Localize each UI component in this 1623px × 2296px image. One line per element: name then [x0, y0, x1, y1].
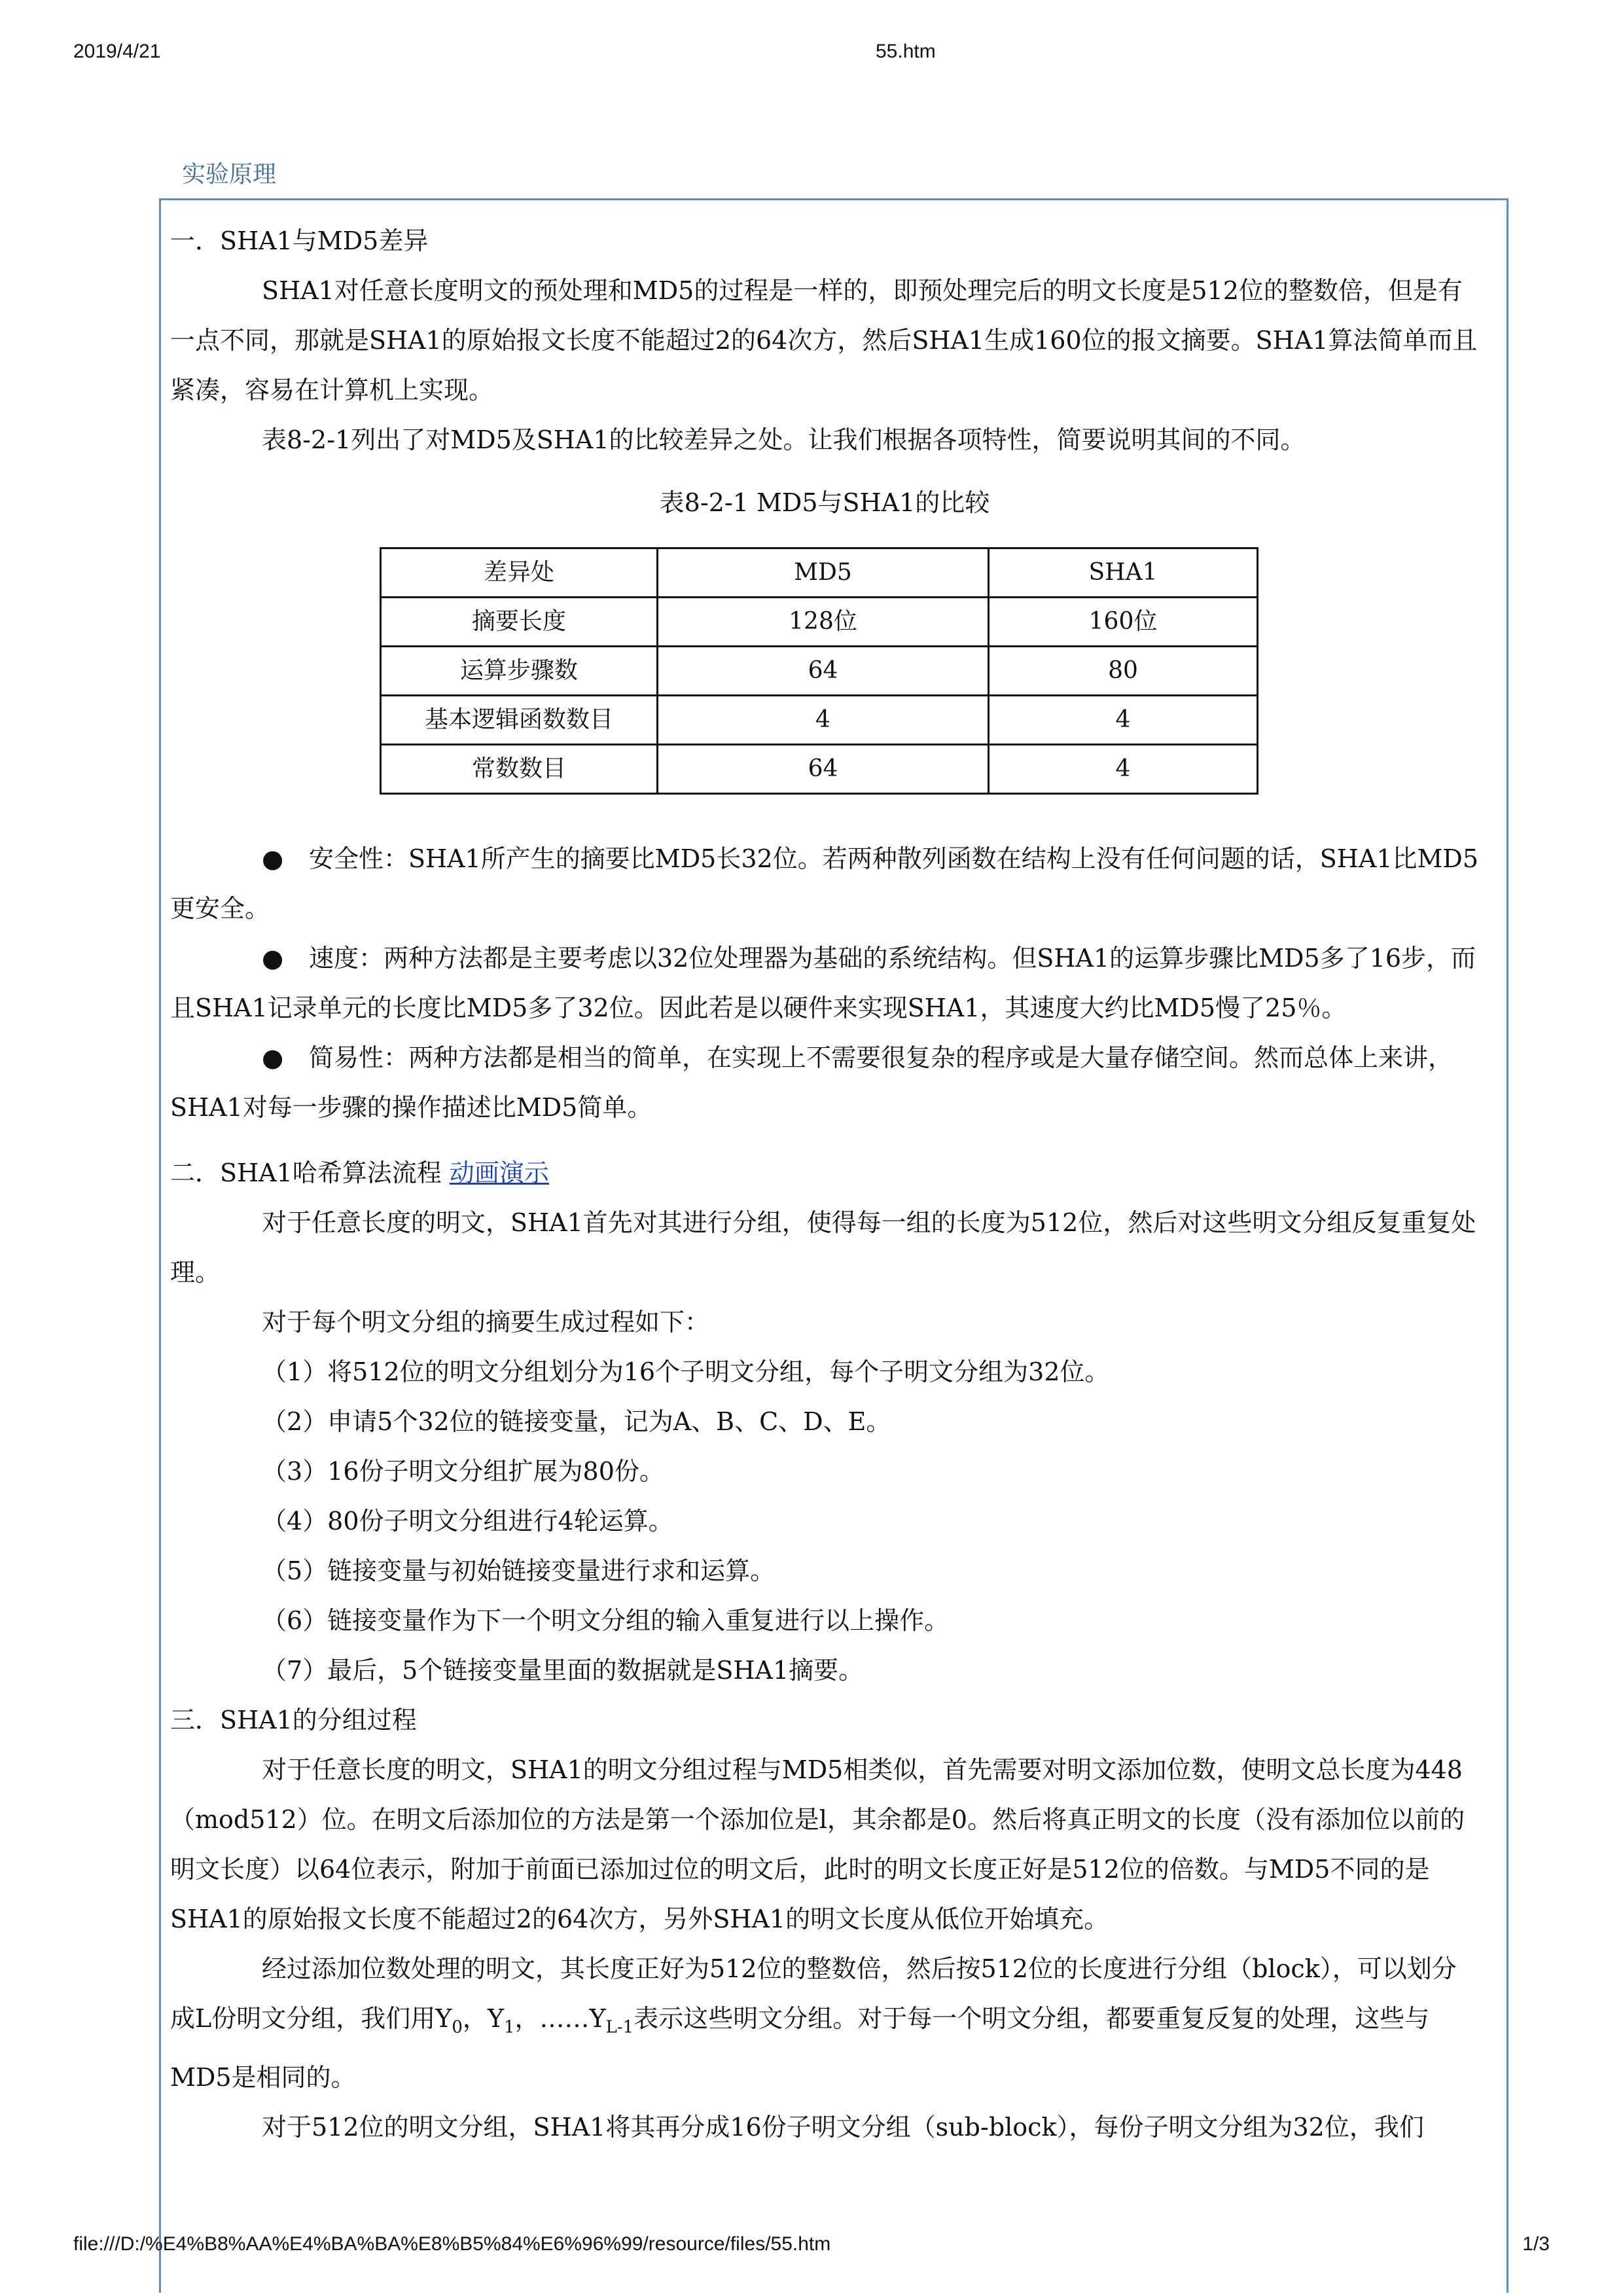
bullet-speed [170, 933, 1479, 1033]
bullet-icon: ● [262, 944, 284, 973]
section-2-paragraph-2: 对于每个明文分组的摘要生成过程如下： [262, 1308, 710, 1336]
section-2-heading-text: 二．SHA1哈希算法流程 [170, 1158, 442, 1187]
process-step: （1）将512位的明文分组划分为16个子明文分组，每个子明文分组为32位。 [262, 1357, 1110, 1386]
process-step: （7）最后，5个链接变量里面的数据就是SHA1摘要。 [262, 1656, 864, 1685]
table-row [381, 647, 1258, 696]
text-run: ，Y [462, 2004, 504, 2033]
section-3-paragraph-1: 对于任意长度的明文，SHA1的明文分组过程与MD5相类似，首先需要对明文添加位数，使明文总长度为448（mod512）位。在明文后添加位的方法是第一个添加位是l，其余都是0。然后将真正明文的长度（没有添加位以前的明文长度）以64位表示，附加于前面已添加过位的明文后，此时的明文长度正好是512位的倍数。与MD5不同的是SHA1的原始报文长度不能超过2的64次方，另外SHA1的明文长度从低位开始填充。 [170, 1755, 1465, 1933]
process-step: （3）16份子明文分组扩展为80份。 [262, 1457, 664, 1486]
print-file-url: file:///D:/%E4%B8%AA%E4%BA%BA%E8%B5%84%E6%96%99/resource/files/55.htm [73, 2233, 831, 2255]
bullet-text: 速度：两种方法都是主要考虑以32位处理器为基础的系统结构。但SHA1的运算步骤比MD5多了16步，而且SHA1记录单元的长度比MD5多了32位。因此若是以硬件来实现SHA1，其速度大约比MD5慢了25％。 [170, 944, 1476, 1022]
table-header-cell: SHA1 [989, 548, 1258, 598]
subscript: L-1 [605, 2017, 634, 2037]
table-cell: 运算步骤数 [381, 647, 658, 696]
table-header-cell: 差异处 [381, 548, 658, 598]
table-row [381, 598, 1258, 647]
section-1-heading: 一．SHA1与MD5差异 [170, 226, 429, 255]
table-cell: 4 [658, 696, 989, 745]
table-row [381, 696, 1258, 745]
process-step: （2）申请5个32位的链接变量，记为A、B、C、D、E。 [262, 1407, 891, 1436]
process-step: （4）80份子明文分组进行4轮运算。 [262, 1507, 673, 1535]
text-run: 表示这些明文分组。对于每一个明文分组，都要重复反复的处理，这些与MD5是相同的。 [170, 2004, 1430, 2092]
section-2-paragraph-1: 对于任意长度的明文，SHA1首先对其进行分组，使得每一组的长度为512位，然后对这些明文分组反复重复处理。 [170, 1208, 1476, 1287]
table-caption: 表8-2-1 MD5与SHA1的比较 [659, 488, 990, 517]
table-cell: 64 [658, 647, 989, 696]
table-cell: 4 [989, 696, 1258, 745]
bullet-security [170, 834, 1479, 933]
text-run: ，……Y [514, 2004, 606, 2033]
article-content [170, 216, 1479, 2152]
comparison-table [380, 547, 1258, 795]
table-cell: 80 [989, 647, 1258, 696]
bullet-icon: ● [262, 844, 284, 873]
table-cell: 4 [989, 745, 1258, 794]
table-cell: 128位 [658, 598, 989, 647]
print-date: 2019/4/21 [73, 41, 161, 62]
section-1-paragraph-2: 表8-2-1列出了对MD5及SHA1的比较差异之处。让我们根据各项特性，简要说明其间的不同。 [262, 425, 1306, 454]
print-page-number: 1/3 [1522, 2233, 1550, 2255]
animation-demo-link[interactable]: 动画演示 [449, 1158, 549, 1187]
text-run: 经过添加位数处理的明文，其长度正好为512位的整数倍，然后按512位的长度进行分组（block），可以划分成L份明文分组，我们用Y [170, 1954, 1457, 2033]
table-cell: 64 [658, 745, 989, 794]
bullet-text: 安全性：SHA1所产生的摘要比MD5长32位。若两种散列函数在结构上没有任何问题的话，SHA1比MD5更安全。 [170, 844, 1479, 923]
table-cell: 基本逻辑函数数目 [381, 696, 658, 745]
print-page-title: 55.htm [876, 41, 936, 62]
section-3-heading: 三．SHA1的分组过程 [170, 1706, 417, 1734]
section-3-paragraph-3: 对于512位的明文分组，SHA1将其再分成16份子明文分组（sub-block），每份子明文分组为32位，我们 [262, 2112, 1424, 2142]
bullet-icon: ● [262, 1043, 284, 1072]
bullet-text: 简易性：两种方法都是相当的简单，在实现上不需要很复杂的程序或是大量存储空间。然而总体上来讲，SHA1对每一步骤的操作描述比MD5简单。 [170, 1043, 1454, 1122]
table-cell: 常数数目 [381, 745, 658, 794]
subscript: 0 [452, 2017, 463, 2037]
process-step: （5）链接变量与初始链接变量进行求和运算。 [262, 1556, 776, 1585]
section-1-paragraph-1: SHA1对任意长度明文的预处理和MD5的过程是一样的，即预处理完后的明文长度是512位的整数倍，但是有一点不同，那就是SHA1的原始报文长度不能超过2的64次方，然后SHA1生成160位的报文摘要。SHA1算法简单而且紧凑，容易在计算机上实现。 [170, 276, 1478, 404]
table-header-cell: MD5 [658, 548, 989, 598]
subscript: 1 [503, 2017, 515, 2037]
table-row [381, 745, 1258, 794]
section-2-heading [170, 1148, 1479, 1198]
section-3-paragraph-2 [170, 1944, 1479, 2102]
table-header-row [381, 548, 1258, 598]
bullet-simplicity [170, 1033, 1479, 1132]
process-step: （6）链接变量作为下一个明文分组的输入重复进行以上操作。 [262, 1606, 950, 1635]
section-label: 实验原理 [182, 161, 277, 188]
table-cell: 摘要长度 [381, 598, 658, 647]
table-cell: 160位 [989, 598, 1258, 647]
